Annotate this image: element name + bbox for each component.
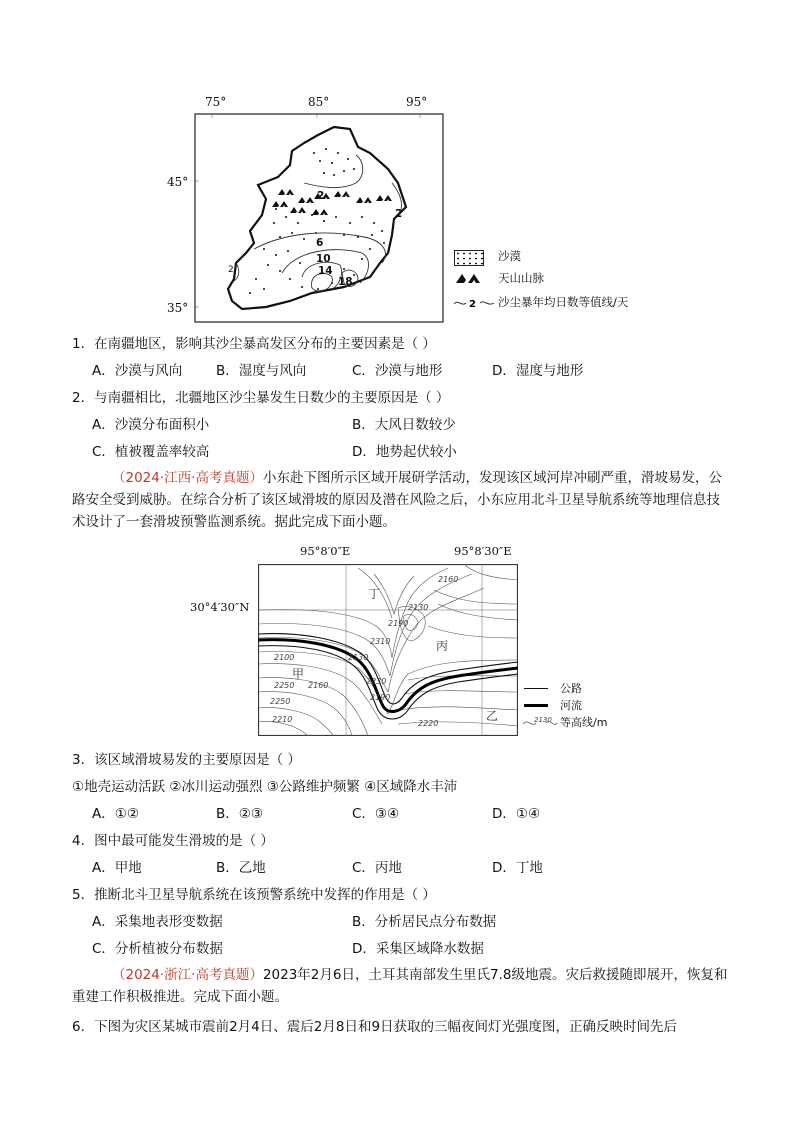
q4-option-a[interactable]: A．甲地 [92, 860, 142, 876]
isoline-icon [452, 295, 496, 311]
q4-option-c[interactable]: C．丙地 [352, 860, 402, 876]
place-yi: 乙 [486, 709, 499, 723]
landslide-map-figure [190, 544, 650, 744]
contour-label: 2220 [418, 719, 439, 728]
lon-label-85: 85° [308, 95, 330, 109]
q5-option-c[interactable]: C．分析植被分布数据 [92, 941, 223, 957]
contour-label: 2130 [348, 653, 369, 662]
legend-label: 沙漠 [498, 249, 521, 263]
legend-item-isoline [450, 293, 670, 313]
svg-text:2: 2 [469, 299, 476, 310]
legend-label: 沙尘暴年均日数等值线/天 [498, 295, 629, 309]
legend-item-desert [450, 247, 670, 267]
map2-legend [522, 680, 652, 731]
lon-label-95-8-0: 95°8′0″E [300, 544, 351, 558]
isoline-value: 18 [338, 276, 353, 288]
zhejiang-intro [72, 964, 732, 1008]
legend-item-road [522, 680, 652, 697]
q1-option-a[interactable]: A．沙漠与风向 [92, 363, 183, 379]
contour-label: 2310 [370, 637, 391, 646]
lon-label-75: 75° [205, 95, 227, 109]
lon-label-95-8-30: 95°8′30″E [454, 544, 512, 558]
question-5-stem: 5．推断北斗卫星导航系统在该预警系统中发挥的作用是（ ） [72, 887, 436, 903]
legend-label: 公路 [560, 682, 582, 695]
svg-text:2130: 2130 [534, 716, 552, 724]
question-1-stem: 1．在南疆地区，影响其沙尘暴高发区分布的主要因素是（ ） [72, 336, 436, 352]
legend-item-contour [522, 714, 652, 731]
question-3-statements: ①地壳运动活跃 ②冰川运动强烈 ③公路维护频繁 ④区域降水丰沛 [72, 779, 458, 795]
q4-option-b[interactable]: B．乙地 [216, 860, 266, 876]
contour-label: 2190 [388, 619, 409, 628]
jiangxi-intro [72, 467, 732, 533]
legend-label: 河流 [560, 699, 582, 712]
question-6-stem: 6．下图为灾区某城市震前2月4日、震后2月8日和9日获取的三幅夜间灯光强度图，正确反映时间先后 [72, 1019, 678, 1035]
isoline-value: 6 [316, 237, 324, 249]
q3-option-a[interactable]: A．①② [92, 806, 139, 822]
q3-option-c[interactable]: C．③④ [352, 806, 400, 822]
isoline-value: 14 [318, 265, 333, 277]
q5-option-a[interactable]: A．采集地表形变数据 [92, 914, 223, 930]
contour-label: 2190 [370, 693, 391, 702]
lon-label-95: 95° [406, 95, 428, 109]
landslide-contour-map [258, 564, 518, 736]
intro-text: 小东赴下图所示区域开展研学活动，发现该区域河岸冲刷严重，滑坡易发，公路安全受到威胁。在综合分析了该区域滑坡的原因及潜在风险之后，小东应用北斗卫星导航系统等地理信息技术设计了一套滑坡预警监测系统。据此完成下面小题。 [72, 470, 722, 530]
q2-option-b[interactable]: B．大风日数较少 [352, 417, 456, 433]
isoline-value: 10 [316, 253, 331, 265]
xinjiang-map-figure [150, 95, 670, 327]
q5-option-d[interactable]: D．采集区域降水数据 [352, 941, 484, 957]
xinjiang-map [194, 113, 444, 323]
contour-icon [522, 714, 558, 730]
q2-option-a[interactable]: A．沙漠分布面积小 [92, 417, 210, 433]
question-2-stem: 2．与南疆相比，北疆地区沙尘暴发生日数少的主要原因是（ ） [72, 390, 450, 406]
legend-label: 天山山脉 [498, 271, 544, 285]
mountain-icon [454, 272, 484, 284]
road-icon [524, 688, 548, 689]
question-3-stem: 3．该区域滑坡易发的主要原因是（ ） [72, 752, 301, 768]
intro-text: 2023年2月6日，土耳其南部发生里氏7.8级地震。灾后救援随即展开，恢复和重建工作积极推进。完成下面小题。 [72, 967, 728, 1005]
source-tag: （2024·江西·高考真题） [112, 470, 263, 486]
legend-item-river [522, 697, 652, 714]
q3-option-b[interactable]: B．②③ [216, 806, 263, 822]
place-bing: 丙 [436, 639, 449, 653]
q5-option-b[interactable]: B．分析居民点分布数据 [352, 914, 497, 930]
place-ding: 丁 [368, 587, 381, 601]
contour-label: 2130 [408, 603, 429, 612]
contour-label: 2250 [274, 681, 295, 690]
lat-label-30-4-30: 30°4′30″N [190, 600, 250, 614]
contour-label: 2210 [272, 715, 293, 724]
q2-option-d[interactable]: D．地势起伏较小 [352, 444, 457, 460]
contour-label: 2250 [270, 697, 291, 706]
contour-label: 2160 [308, 681, 329, 690]
place-jia: 甲 [292, 667, 305, 681]
q3-option-d[interactable]: D．①④ [492, 806, 541, 822]
isoline-value: 2 [395, 208, 403, 220]
q4-option-d[interactable]: D．丁地 [492, 860, 543, 876]
desert-icon [454, 250, 484, 266]
source-tag: （2024·浙江·高考真题） [112, 967, 263, 983]
contour-label: 2160 [438, 575, 459, 584]
q2-option-c[interactable]: C．植被覆盖率较高 [92, 444, 210, 460]
legend-label: 等高线/m [560, 716, 608, 729]
contour-label: 2100 [274, 653, 295, 662]
isoline-value: 2 [228, 265, 234, 275]
lat-label-45: 45° [167, 175, 189, 189]
map1-legend [450, 247, 670, 313]
river-icon [524, 704, 548, 707]
q1-option-b[interactable]: B．湿度与风向 [216, 363, 307, 379]
contour-label: 2230 [366, 677, 387, 686]
q1-option-c[interactable]: C．沙漠与地形 [352, 363, 443, 379]
lat-label-35: 35° [167, 301, 189, 315]
isoline-value: 2 [317, 190, 325, 202]
q1-option-d[interactable]: D．湿度与地形 [492, 363, 584, 379]
question-4-stem: 4．图中最可能发生滑坡的是（ ） [72, 833, 274, 849]
legend-item-mountain [450, 269, 670, 289]
